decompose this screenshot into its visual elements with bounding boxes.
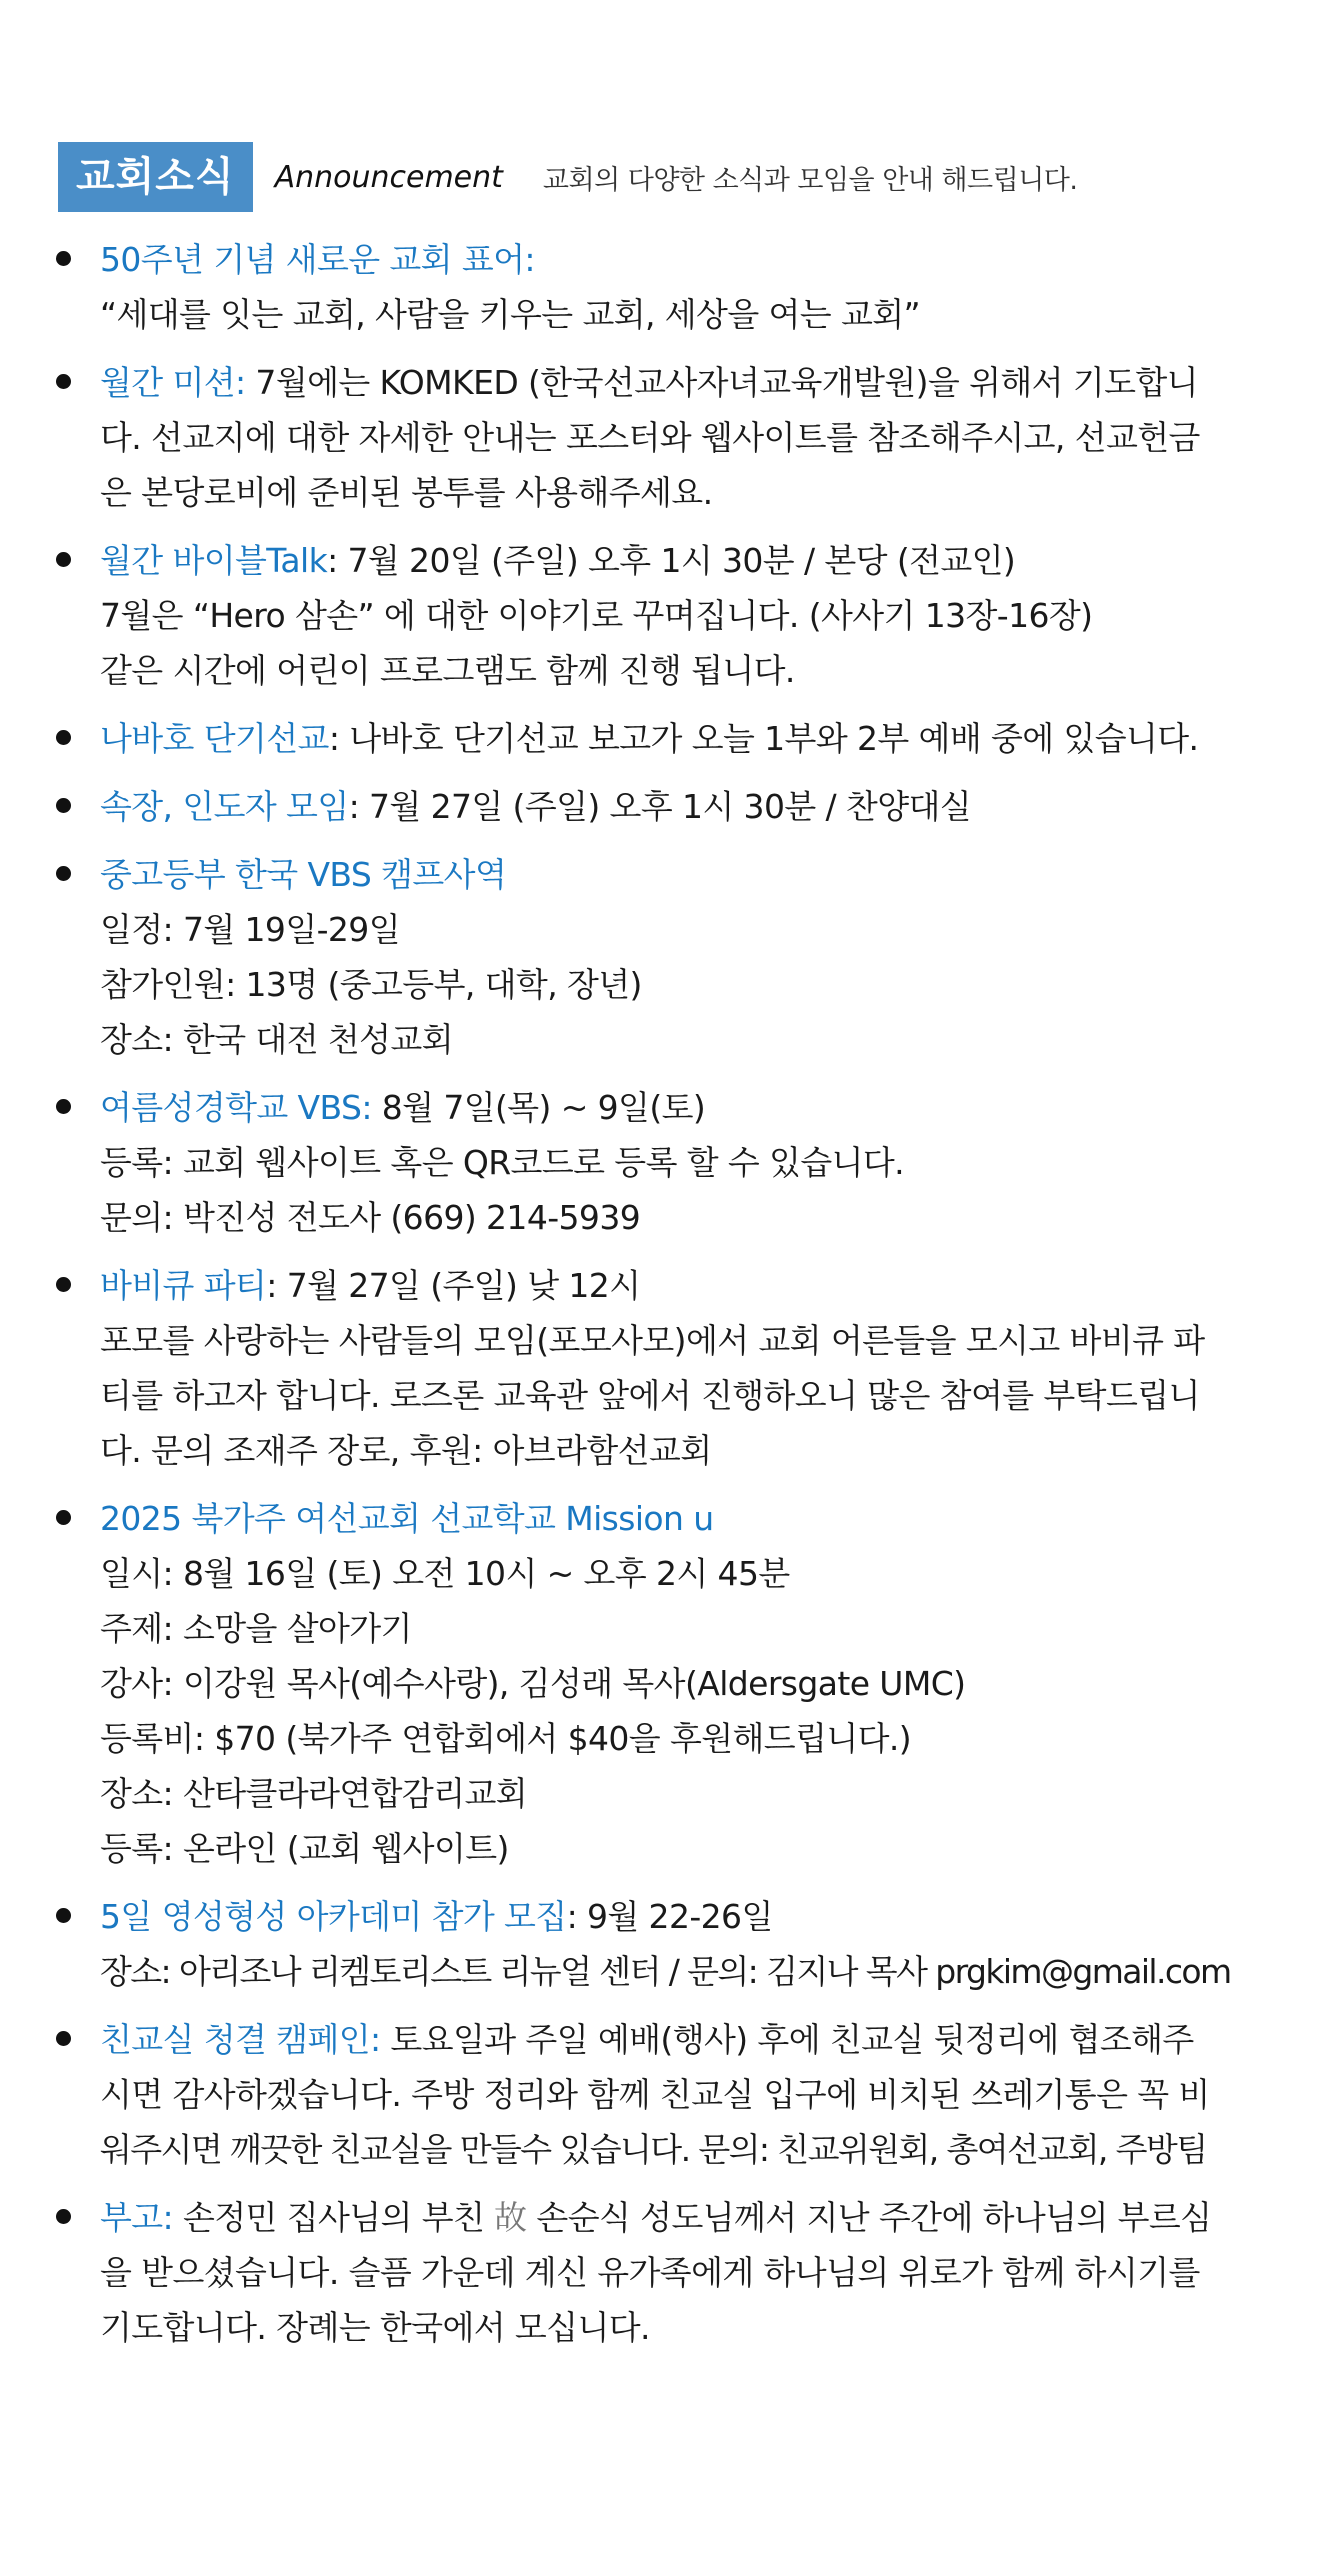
item-line: 강사: 이강원 목사(예수사랑), 김성래 목사(Aldersgate UMC) xyxy=(100,1664,966,1703)
announcement-list xyxy=(52,232,1302,2368)
bullet-icon xyxy=(56,251,71,266)
item-line: 7월은 “Hero 삼손” 에 대한 이야기로 꾸며집니다. (사사기 13장-16장) xyxy=(100,596,1093,635)
item-line: 일정: 7월 19일-29일 xyxy=(100,910,400,949)
item-title: 월간 바이블Talk xyxy=(100,541,328,580)
announcement-header xyxy=(58,142,1077,212)
bullet-icon xyxy=(56,552,71,567)
item-line: 등록: 온라인 (교회 웹사이트) xyxy=(100,1829,509,1868)
list-item xyxy=(52,533,1302,698)
list-item xyxy=(52,1889,1302,1999)
item-line: 티를 하고자 합니다. 로즈론 교육관 앞에서 진행하오니 많은 참여를 부탁드립니 xyxy=(100,1376,1200,1415)
item-line: 문의: 박진성 전도사 (669) 214-5939 xyxy=(100,1198,641,1237)
item-line: 장소: 아리조나 리켐토리스트 리뉴얼 센터 / 문의: 김지나 목사 prgkim@gmail.com xyxy=(100,1952,1231,1991)
section-badge: 교회소식 xyxy=(58,142,253,212)
item-line: “세대를 잇는 교회, 사람을 키우는 교회, 세상을 여는 교회” xyxy=(100,295,921,334)
item-line: 기도합니다. 장례는 한국에서 모십니다. xyxy=(100,2308,650,2347)
item-line: 장소: 한국 대전 천성교회 xyxy=(100,1020,453,1059)
item-text: : 7월 27일 (주일) 낮 12시 xyxy=(266,1266,641,1305)
item-line: 을 받으셨습니다. 슬픔 가운데 계신 유가족에게 하나님의 위로가 함께 하시기를 xyxy=(100,2253,1200,2292)
bullet-icon xyxy=(56,374,71,389)
item-line: 등록비: $70 (북가주 연합회에서 $40을 후원해드립니다.) xyxy=(100,1719,912,1758)
item-text: : 9월 22-26일 xyxy=(566,1897,773,1936)
item-title: 50주년 기념 새로운 교회 표어: xyxy=(100,240,535,279)
list-item xyxy=(52,2190,1302,2355)
list-item xyxy=(52,779,1302,834)
section-english-title: Announcement xyxy=(274,159,503,195)
list-item xyxy=(52,711,1302,766)
item-title: 친교실 청결 캠페인: xyxy=(100,2020,381,2059)
bullet-icon xyxy=(56,2031,71,2046)
item-line: 다. 선교지에 대한 자세한 안내는 포스터와 웹사이트를 참조해주시고, 선교헌금 xyxy=(100,418,1200,457)
section-subtitle: 교회의 다양한 소식과 모임을 안내 해드립니다. xyxy=(542,164,1078,196)
item-text: : 7월 27일 (주일) 오후 1시 30분 / 찬양대실 xyxy=(348,787,972,826)
item-line: 은 본당로비에 준비된 봉투를 사용해주세요. xyxy=(100,473,713,512)
item-line: 같은 시간에 어린이 프로그램도 함께 진행 됩니다. xyxy=(100,651,795,690)
item-text: 8월 7일(목) ~ 9일(토) xyxy=(371,1088,706,1127)
list-item xyxy=(52,847,1302,1067)
item-title: 월간 미션: xyxy=(100,363,246,402)
list-item xyxy=(52,1491,1302,1876)
item-title: 속장, 인도자 모임 xyxy=(100,787,349,826)
item-text: 손순식 성도님께서 지난 주간에 하나님의 부르심 xyxy=(526,2198,1212,2237)
list-item xyxy=(52,232,1302,342)
item-text: 손정민 집사님의 부친 xyxy=(173,2198,495,2237)
item-line: 참가인원: 13명 (중고등부, 대학, 장년) xyxy=(100,965,642,1004)
item-text: : 나바호 단기선교 보고가 오늘 1부와 2부 예배 중에 있습니다. xyxy=(328,719,1199,758)
bullet-icon xyxy=(56,1277,71,1292)
item-title: 부고: xyxy=(100,2198,174,2237)
item-text: 토요일과 주일 예배(행사) 후에 친교실 뒷정리에 협조해주 xyxy=(380,2020,1194,2059)
bullet-icon xyxy=(56,866,71,881)
item-title: 여름성경학교 VBS: xyxy=(100,1088,372,1127)
item-line: 일시: 8월 16일 (토) 오전 10시 ~ 오후 2시 45분 xyxy=(100,1554,790,1593)
item-line: 등록: 교회 웹사이트 혹은 QR코드로 등록 할 수 있습니다. xyxy=(100,1143,905,1182)
item-text: 7월에는 KOMKED (한국선교사자녀교육개발원)을 위해서 기도합니 xyxy=(245,363,1198,402)
item-line: 다. 문의 조재주 장로, 후원: 아브라함선교회 xyxy=(100,1431,712,1470)
item-title: 중고등부 한국 VBS 캠프사역 xyxy=(100,855,507,894)
item-title: 바비큐 파티 xyxy=(100,1266,267,1305)
item-title: 나바호 단기선교 xyxy=(100,719,329,758)
item-line: 시면 감사하겠습니다. 주방 정리와 함께 친교실 입구에 비치된 쓰레기통은 꼭 비 xyxy=(100,2075,1210,2114)
list-item xyxy=(52,1258,1302,1478)
item-line: 포모를 사랑하는 사람들의 모임(포모사모)에서 교회 어른들을 모시고 바비큐 파 xyxy=(100,1321,1205,1360)
list-item xyxy=(52,355,1302,520)
bullet-icon xyxy=(56,2209,71,2224)
item-text-hanja: 故 xyxy=(494,2198,527,2237)
item-title: 2025 북가주 여선교회 선교학교 Mission u xyxy=(100,1499,714,1538)
bullet-icon xyxy=(56,798,71,813)
item-title: 5일 영성형성 아카데미 참가 모집 xyxy=(100,1897,567,1936)
list-item xyxy=(52,1080,1302,1245)
item-line: 장소: 산타클라라연합감리교회 xyxy=(100,1774,528,1813)
list-item xyxy=(52,2012,1302,2177)
item-line: 주제: 소망을 살아가기 xyxy=(100,1609,412,1648)
bullet-icon xyxy=(56,1099,71,1114)
bullet-icon xyxy=(56,1510,71,1525)
bullet-icon xyxy=(56,730,71,745)
item-text: : 7월 20일 (주일) 오후 1시 30분 / 본당 (전교인) xyxy=(327,541,1016,580)
bullet-icon xyxy=(56,1908,71,1923)
item-line: 워주시면 깨끗한 친교실을 만들수 있습니다. 문의: 친교위원회, 총여선교회, 주방팀 xyxy=(100,2130,1207,2169)
